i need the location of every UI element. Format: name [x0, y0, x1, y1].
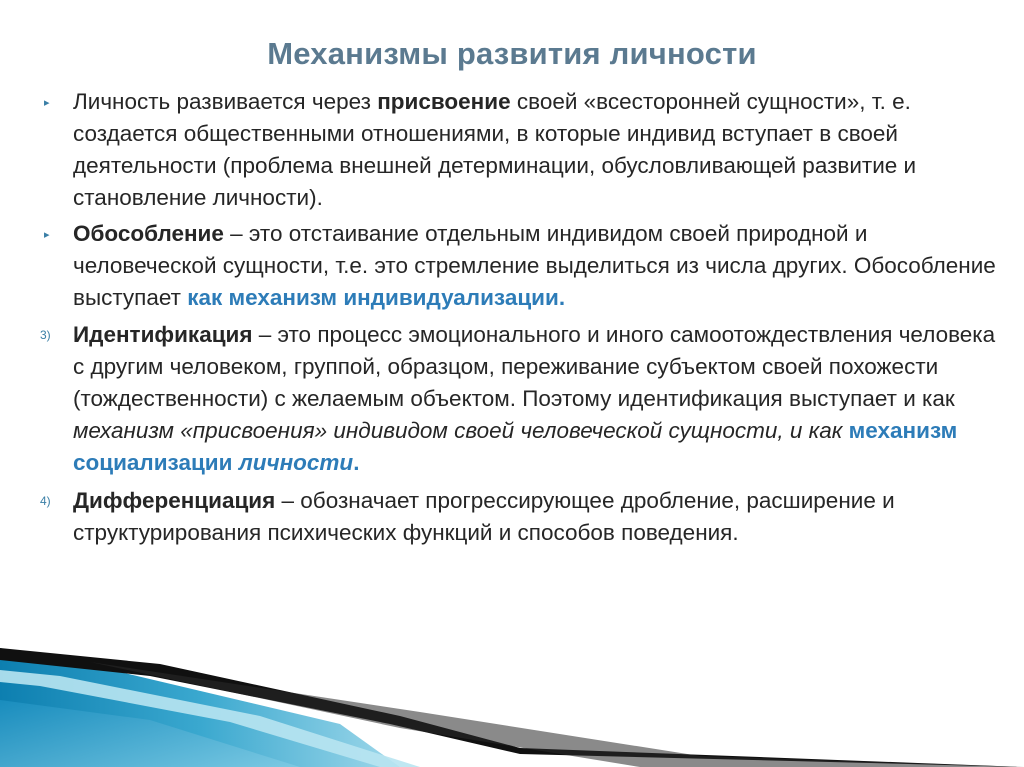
- triangle-bullet-icon: ▸: [44, 97, 50, 109]
- item-highlight: социализации: [73, 450, 239, 475]
- triangle-bullet-icon: ▸: [44, 229, 50, 241]
- list-item: [40, 485, 1000, 549]
- item-term: Идентификация: [73, 322, 253, 347]
- item-highlight: как механизм индивидуализации: [187, 285, 559, 310]
- item-text: .: [558, 285, 566, 310]
- item-highlight: механизм: [848, 418, 958, 443]
- item-highlight: личности: [238, 450, 354, 475]
- item-text: – обозначает прогрессирующее дробление, расширение и структурирования психических функций и способов поведения.: [73, 488, 895, 545]
- list-number: 4): [40, 494, 51, 508]
- item-term: Обособление: [73, 221, 224, 246]
- bullet-list: [40, 86, 1000, 555]
- item-text: – это отстаивание отдельным индивидом своей природной и человеческой сущности, т.е. это стремление выделиться из числа других. Обособление выступает: [73, 221, 996, 310]
- item-term: Дифференциация: [73, 488, 276, 513]
- item-text: – это процесс эмоционального и иного самоотождествления человека с другим человеком, группой, образцом, переживание субъектом своей похожести (тождественности) с желаемым объектом. Поэтому идентификация выступает и как: [73, 322, 996, 411]
- item-text-bold: присвоение: [377, 89, 511, 114]
- item-text: .: [353, 450, 360, 475]
- list-item: [40, 86, 1000, 214]
- slide-title: Механизмы развития личности: [267, 36, 757, 71]
- item-text-italic: механизм «присвоения» индивидом своей человеческой сущности, и как: [73, 418, 849, 443]
- item-text: своей «всесторонней сущности», т. е. создается общественными отношениями, в которые индивид вступает в своей деятельности (проблема внешней детерминации, обусловливающей развитие и становление личности).: [73, 89, 917, 210]
- list-item: [40, 218, 1000, 314]
- list-number: 3): [40, 328, 51, 342]
- item-text: Личность развивается через: [73, 89, 378, 114]
- list-item: [40, 319, 1000, 479]
